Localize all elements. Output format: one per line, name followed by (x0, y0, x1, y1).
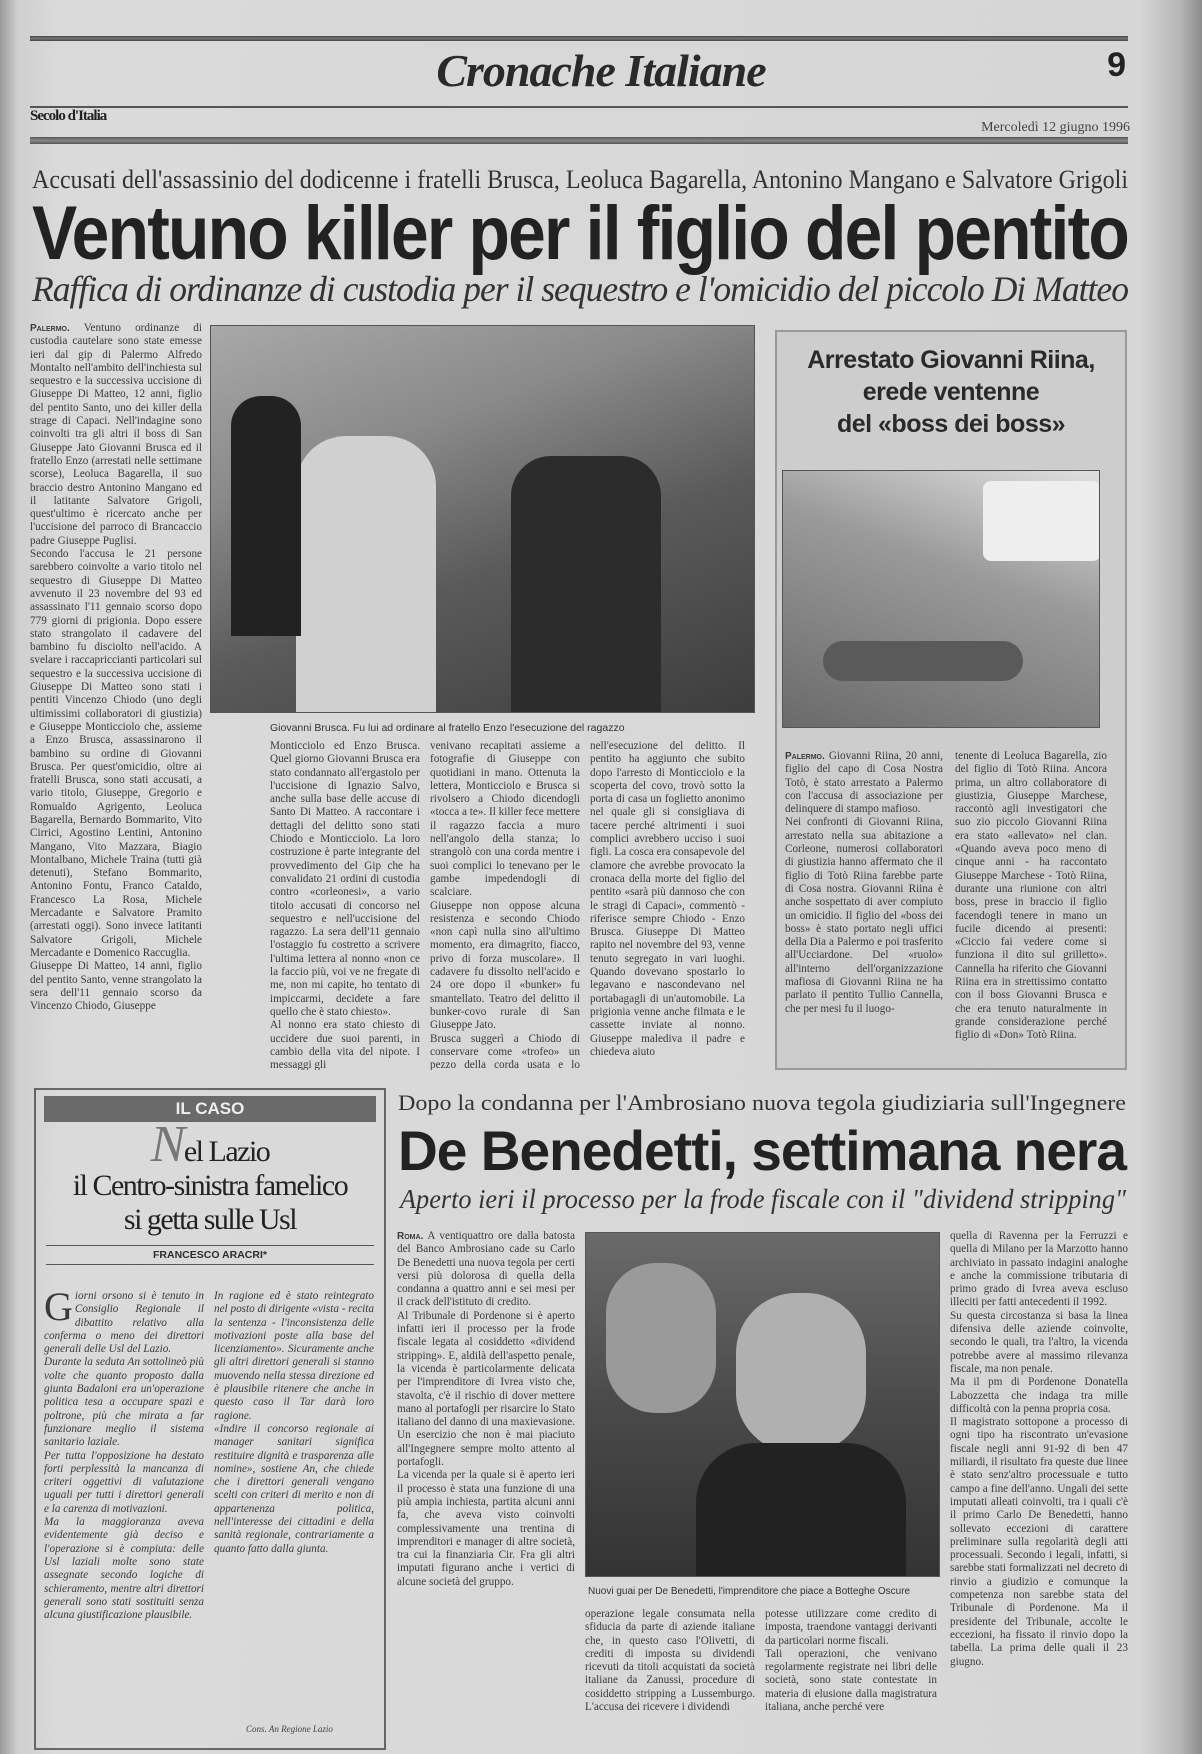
photo-car (983, 481, 1100, 561)
il-caso-author: FRANCESCO ARACRI* (46, 1245, 374, 1265)
il-caso-column-2: In ragione ed è stato reintegrato nel posto di dirigente «vista - recita la sentenza - l'inconsistenza delle motivazioni poste alla base del licenziamento». Sicuramente anche gli altri direttori generali si stanno muovendo nella stessa direzione ed è plausibile ritenere che anche in questo caso il Tar darà loro ragione. «Indire il concorso regionale ai manager sanitari significa restituire dignità e trasparenza alle nomine», sostiene An, che chiede che i direttori generali vengano scelti con criteri di merito e non di appartenenza politica, nell'interesse dei cittadini e della sanità regionale, contrariamente a quanto fatto dalla giunta. (214, 1290, 374, 1555)
issue-date: Mercoledì 12 giugno 1996 (981, 120, 1130, 135)
riina-headline-line: Arrestato Giovanni Riina, (807, 346, 1095, 374)
debenedetti-headline: De Benedetti, settimana nera (398, 1119, 1126, 1182)
debenedetti-subheadline: Aperto ieri il processo per la frode fiscale con il "dividend stripping" (400, 1184, 1126, 1214)
main-article-column-2: Monticciolo ed Enzo Brusca. Quel giorno Giovanni Brusca era stato condannato all'ergastolo per l'uccisione di Ignazio Salvo, anche sulla base delle accuse di Santo Di Matteo. A raccontare i dettagli del delitto sono stati Chiodo e Monticciolo. La loro costruzione è parte integrante del provvedimento del Gip che ha convalidato 21 ordini di custodia contro «corleonesi», a vario titolo accusati di concorso nel sequestro e nell'uccisione del ragazzo. La sera dell'11 gennaio l'ostaggio fu costretto a scrivere l'ultima lettera al nonno «non ce la faccio più, voi ve ne fregate di me, non mi capite, ho tentato di impiccarmi, decidete a fare quello che è stato chiesto». Al nonno era stato chiesto di uccidere due suoi parenti, in cambio della vita del nipote. I messaggi gli (270, 740, 420, 1070)
debenedetti-subheadline-wrap (400, 1184, 1126, 1215)
il-caso-title-line: il Centro-sinistra famelico (72, 1169, 348, 1202)
main-article-column-4: nell'esecuzione del delitto. Il pentito ha aggiunto che subito dopo l'arresto di Monticciolo e la scoperta del covo, trovò sotto la porta di casa un foglietto anonimo nel quale gli si consigliava di tacere perché altrimenti i suoi complici avrebbero ucciso i suoi figli. La cosca era consapevole del clamore che avrebbe provocato la cronaca della morte del figlio del pentito «sarà più dannoso che con le stragi di Capaci», commentò - riferisce sempre Chiodo - Enzo Brusca. Giuseppe Di Matteo rapito nel novembre del 93, venne tenuto segregato in vari luoghi. Quando dovevano spostarlo lo legavano e nascondevano nel portabagagli di un'automobile. La prigionia venne anche filmata e le cassette inviate al nonno. Giuseppe malediva il padre e chiedeva aiuto (590, 740, 745, 1058)
photo-figure-police (511, 456, 661, 713)
riina-headline (777, 344, 1125, 440)
riina-column-1 (785, 750, 943, 1060)
il-caso-column-1 (44, 1290, 204, 1740)
il-caso-title (36, 1116, 384, 1237)
riina-headline-line: del «boss dei boss» (836, 410, 1066, 438)
debenedetti-headline-wrap (398, 1118, 1126, 1183)
main-subheadline-wrap (32, 268, 1128, 310)
masthead-thick-rule (30, 137, 1128, 144)
page-number: 9 (1107, 46, 1126, 84)
il-caso-title-initial: N (150, 1116, 184, 1173)
debenedetti-photo (585, 1232, 940, 1577)
main-dateline: Palermo. (30, 323, 70, 334)
paper-name: Secolo d'Italia (30, 108, 107, 124)
masthead-rule (30, 106, 1128, 108)
debenedetti-column-2: operazione legale consumata nella sfiducia da parte di aziende italiane che, in questo caso l'Olivetti, di crediti di imposta su dividendi ricevuti da titoli acquistati da società italiane da Zanussi, procedure di cosiddetto stripping a Lussemburgo. L'accusa dei ricevere i dividendi (585, 1608, 755, 1714)
debenedetti-column-1 (397, 1230, 575, 1750)
photo-figure-masked (231, 396, 301, 636)
main-column-text: Ventuno ordinanze di custodia cautelare sono state emesse ieri dal gip di Palermo Alfredo Montalto nell'ambito dell'inchiesta sul sequestro e la successiva uccisione di Giuseppe Di Matteo, 12 anni, figlio del pentito Santo, uno dei killer della strage di Capaci. Nell'indagine sono coinvolti tra gli altri il boss di San Giuseppe Jato Giovanni Brusca ed il fratello Enzo (arrestati nelle settimane scorse), Leoluca Bagarella, il suo braccio destro Antonino Mangano ed il latitante Salvatore Grigoli, quest'ultimo è ricercato anche per l'uccisione del parroco di Brancaccio padre Giuseppe Puglisi. Secondo l'accusa le 21 persone sarebbero coinvolte a vario titolo nel sequestro di Giuseppe Di Matteo avvenuto il 23 novembre del 93 ed assassinato l'11 gennaio scorso dopo 779 giorni di prigionia. Dopo essere stato strangolato il cadavere del bambino fu disciolto nell'acido. A svelare i raccapriccianti particolari sul sequestro e la successiva uccisione di Giuseppe Di Matteo sono stati i pentiti Vincenzo Chiodo (uno degli ultimissimi collaboratori di giustizia) e Giuseppe Monticciolo che, assieme a Enzo Brusca, assassinarono il bambino su ordine di Giovanni Brusca. Per quest'omicidio, oltre ai fratelli Brusca, sono stati accusati, a vario titolo, Giuseppe, Gregorio e Romualdo Agrigento, Leoluca Bagarella, Bernardo Bommarito, Vito Cirrici, Agostino Lentini, Antonino Mangano, Vito Mazzara, Biagio Montalbano, Michele Traina (tutti già detenuti), Stefano Bommarito, Antonino Fontu, Franco Cataldo, Francesco La Rosa, Michele Mercadante e Salvatore Pramito (arrestati oggi). Sono invece latitanti Salvatore Grigoli, Michele Mercadante e Domenico Raccuglia. Giuseppe Di Matteo, 14 anni, figlio del pentito Santo, venne strangolato la sera dell'11 gennaio scorso da Vincenzo Chiodo, Giuseppe (30, 322, 202, 1013)
riina-dateline: Palermo. (785, 751, 825, 762)
riina-box (775, 330, 1127, 1070)
riina-headline-line: erede ventenne (862, 378, 1040, 406)
riina-column-text: Giovanni Riina, 20 anni, figlio del capo di Cosa Nostra Totò, è stato arrestato a Palermo con l'accusa di associazione per delinquere di stampo mafioso. Nei confronti di Giovanni Riina, arrestato nella sua abitazione a Corleone, numerosi collaboratori di giustizia hanno affermato che il figlio di Totò Riina farebbe parte di Cosa nostra. Giovanni Riina è anche sospettato di aver compiuto un omicidio. Il figlio del «boss dei boss» è stato portato negli uffici della Dia a Palermo e poi trasferito all'Ucciardone. Del «ruolo» all'interno dell'organizzazione mafiosa di Giovanni Riina ne ha parlato il pentito Tullio Cannella, che per mesi fu il luogo- (785, 750, 943, 1015)
il-caso-label: IL CASO (44, 1096, 376, 1122)
section-title-block (0, 44, 1202, 97)
debenedetti-column-4: quella di Ravenna per la Ferruzzi e quella di Milano per la Marzotto hanno archiviato in passato indagini analoghe e anche la commissione tributaria di primo grado di Ivrea aveva escluso illeciti per fatti antecedenti il 1992. Su questa circostanza si basa la linea difensiva delle aziende coinvolte, secondo le quali, tra l'altro, la vicenda potrebbe avere al massimo rilevanza fiscale, ma non penale. Ma il pm di Pordenone Donatella Labozzetta che indaga tra mille difficoltà con la penna propria cosa. Il magistrato sottopone a processo di ogni tipo ha riscontrato un'evasione fiscale negli anni 91-92 di ben 47 miliardi, il risultato fra queste due linee è stato senz'altro processuale e tutto campo a fine dell'anno. Ungali dei sette imputati alleati coinvolti, tra i quali c'è il primo Carlo De Benedetti, hanno sollevato eccezioni di carattere preliminare sulla regolarità degli atti processuali. Secondo i legali, infatti, si sarebbe stati formalizzati nel decreto di rinvio a giudizio e comunque la competenza non sarebbe stata del Tribunale di Pordenone. Ma il presidente del Tribunale, accolte le eccezioni, ha fissato il rinvio dopo la tabella. La prima delle quali il 23 giugno. (950, 1230, 1128, 1668)
il-caso-box (34, 1088, 386, 1750)
main-headline: Ventuno killer per il figlio del pentito (32, 191, 1128, 276)
il-caso-title-line: el Lazio (183, 1135, 270, 1168)
il-caso-column-text: iorni orsono si è tenuto in Consiglio Regionale il dibattito relativo alla conferma o meno dei direttori generali delle Usl del Lazio. Durante la seduta An sottolineò più volte che quanto proposto dalla giunta Badaloni era un'operazione politica tesa a occupare spazi e poltrone, più che mirata a far funzionare meglio il sistema sanitario laziale. Per tutta l'opposizione ha destato forti perplessità la mancanza di criteri oggettivi di valutazione uguali per tutti i direttori generali e la carenza di motivazioni. Ma la maggioranza aveva evidentemente già deciso e l'operazione si è compiuta: delle Usl laziali molte sono state assegnate secondo logiche di schieramento, mentre altri direttori generali sono stati sostituiti senza alcuna giustificazione plausibile. (44, 1290, 204, 1622)
photo-face-debenedetti (736, 1293, 866, 1453)
riina-scene-photo (782, 470, 1100, 728)
photo-suit (696, 1443, 906, 1577)
brusca-photo-caption: Giovanni Brusca. Fu lui ad ordinare al fratello Enzo l'esecuzione del ragazzo (270, 722, 625, 734)
top-rule (30, 36, 1128, 41)
photo-figure-brusca (296, 436, 436, 713)
debenedetti-dateline: Roma. (397, 1231, 424, 1242)
debenedetti-column-3: potesse utilizzare come credito di imposta, traendone vantaggi derivanti da particolari norme fiscali. Tali operazioni, che venivano regolarmente registrate nei libri delle società, sono state contestate in materia di elusione dalla magistratura italiana, anche perché vere (765, 1608, 937, 1714)
debenedetti-photo-caption: Nuovi guai per De Benedetti, l'imprenditore che piace a Botteghe Oscure (588, 1586, 911, 1597)
main-article-column-3: venivano recapitati assieme a fotografie di Giuseppe con quotidiani in mano. Ottenuta la lettera, Monticciolo e Brusca si rivolsero a Chiodo dicendogli «tocca a te». Il killer fece mettere il ragazzo faccia a muro nell'angolo della stanza; lo strangolò con una corda mentre i suoi complici lo tenevano per le gambe impedendogli di scalciare. Giuseppe non oppose alcuna resistenza e secondo Chiodo «non capì nulla sino all'ultimo momento, era dimagrito, fiacco, privo di forza muscolare». Il cadavere fu dissolto nell'acido e 24 ore dopo il «bunker» fu smantellato. Teatro del delitto il bunker-covo rurale di San Giuseppe Jato. Brusca suggerì a Chiodo di conservare come «trofeo» un pezzo della corda usata e lo (430, 740, 580, 1070)
section-title: Cronache Italiane (436, 45, 766, 96)
debenedetti-column-text: A ventiquattro ore dalla batosta del Banco Ambrosiano cade su Carlo De Benedetti una nuova tegola per certi versi più dolorosa di quella della condanna a quattro anni e sei mesi per il crack dell'istituto di credito. Al Tribunale di Pordenone si è aperto infatti ieri il processo per la frode fiscale legata al cosiddetto «dividend stripping». E, aldilà dell'aspetto penale, la vicenda è particolarmente delicata per l'imprenditore di Ivrea visto che, stavolta, c'è il rischio di dover mettere mano al portafogli per risarcire lo Stato italiano del danno di una maxievasione. Un esercizio che non è mai piaciuto all'Ingegnere sempre molto attento al portafogli. La vicenda per la quale si è aperto ieri il processo è stata una funzione di una più ampia inchiesta, partita alcuni anni fa, che aveva visto coinvolti complessivamente una trentina di imprenditori e manager di altre società, tra cui la finanziaria Cir. Fra gli altri imputati figurano anche i vertici di alcune società del gruppo. (397, 1230, 575, 1588)
riina-column-2: tenente di Leoluca Bagarella, zio del figlio di Totò Riina. Ancora prima, un altro collaboratore di giustizia, Giuseppe Marchese, raccontò agli investigatori che suo zio piccolo Giovanni Riina era stato «allevato» nel clan. «Quando aveva poco meno di cinque anni - ha raccontato Giuseppe Marchese - Totò Riina, durante una riunione con altri boss, prese in braccio il figlio facendogli tenere in mano un fucile dicendo ai presenti: «Ciccio fai vedere come si funziona il dito sul grilletto». Cannella ha riferito che Giovanni Riina era in strettissimo contatto con il boss Giovanni Brusca e che era tenuto naturalmente in grande considerazione perché figlio di «Don» Totò Riina. (955, 750, 1107, 1042)
il-caso-drop-cap: G (44, 1290, 73, 1329)
debenedetti-kicker-wrap (398, 1090, 1126, 1116)
photo-ground (823, 641, 1023, 681)
debenedetti-kicker: Dopo la condanna per l'Ambrosiano nuova tegola giudiziaria sull'Ingegnere (398, 1090, 1126, 1115)
main-headline-wrap (32, 190, 1128, 276)
main-subheadline: Raffica di ordinanze di custodia per il sequestro e l'omicidio del piccolo Di Matteo (32, 269, 1128, 309)
brusca-arrest-photo (210, 325, 755, 713)
main-article-column-1 (30, 322, 202, 1070)
il-caso-title-line: si getta sulle Usl (123, 1203, 297, 1236)
photo-face-left (606, 1263, 716, 1413)
il-caso-signature: Cons. An Regione Lazio (246, 1724, 333, 1734)
main-kicker: Accusati dell'assassinio del dodicenne i fratelli Brusca, Leoluca Bagarella, Antonino Mangano e Salvatore Grigoli (32, 165, 1128, 194)
